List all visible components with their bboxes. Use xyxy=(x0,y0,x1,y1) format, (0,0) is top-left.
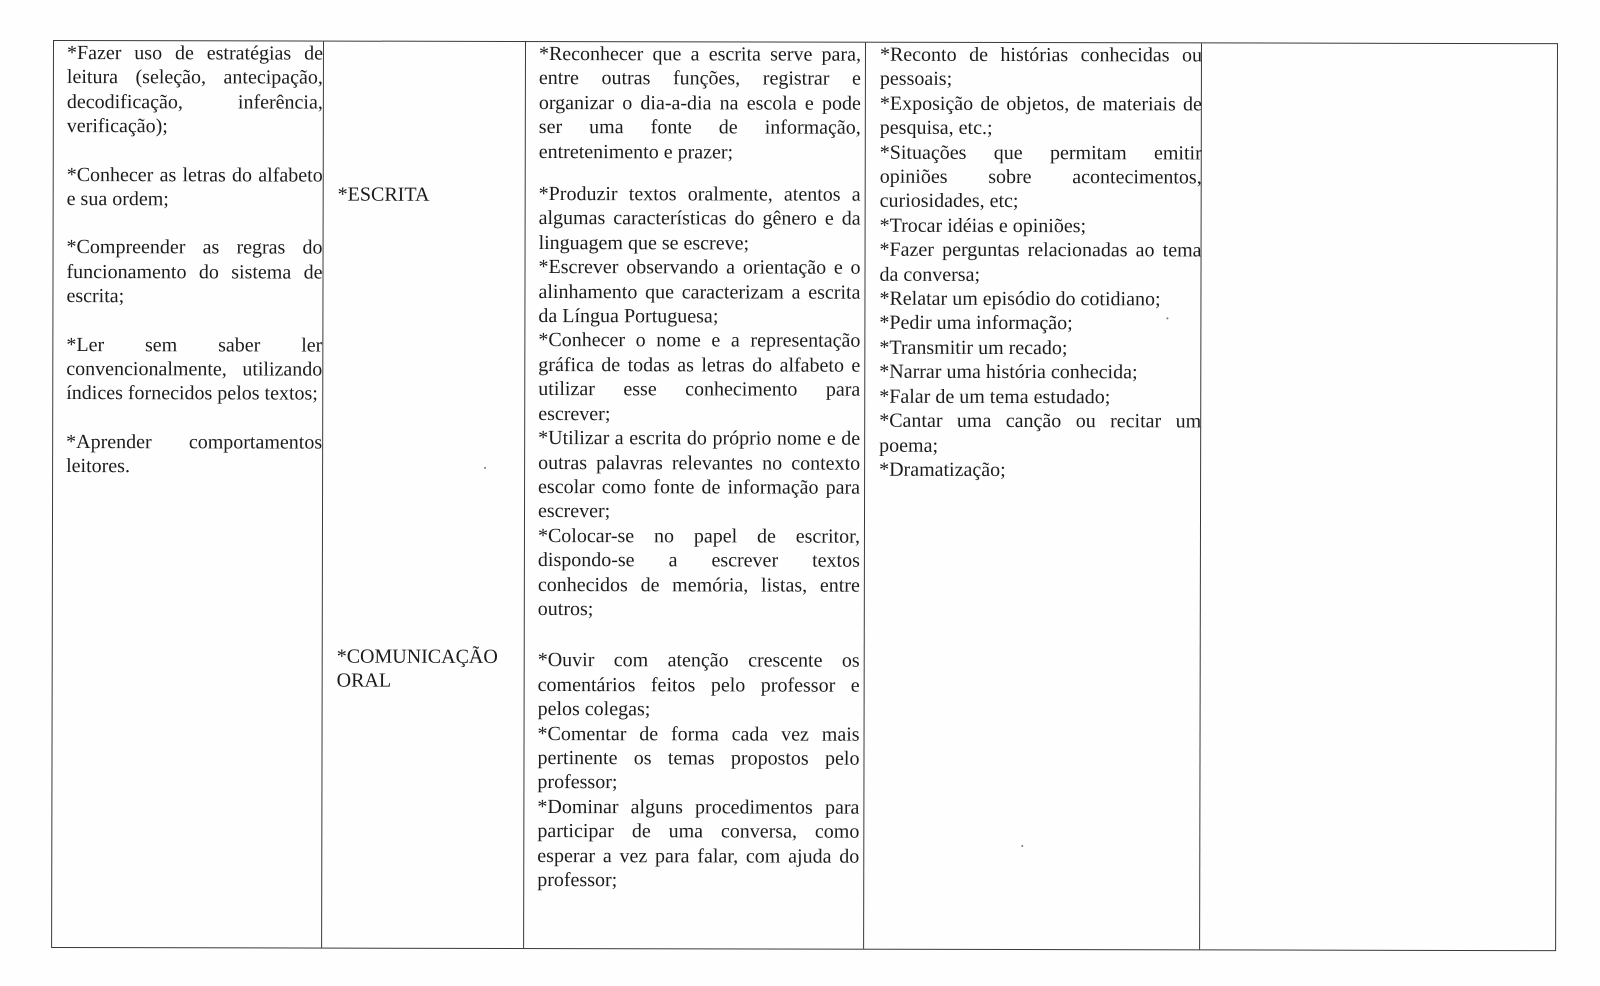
objective-item: *Fazer uso de estratégias de leitura (seleção, antecipação, decodificação, inferência, verificação); xyxy=(66,42,323,138)
topics-cell xyxy=(336,42,518,948)
objective-item: *Compreender as regras do funcionamento do sistema de escrita; xyxy=(66,236,323,308)
objective-item: *Aprender comportamentos leitores. xyxy=(66,430,323,478)
objective-item: *Conhecer as letras do alfabeto e sua ordem; xyxy=(66,163,323,211)
activity-item: *Narrar uma história conhecida; xyxy=(879,361,1138,384)
contents-cell xyxy=(537,42,861,949)
content-item: *Conhecer o nome e a representação gráfica de todas as letras do alfabeto e utilizar esse conhecimento para escrever; xyxy=(538,329,861,425)
evaluation-cell xyxy=(1216,43,1557,950)
activity-item: *Reconto de histórias conhecidas ou pessoais; xyxy=(879,43,1202,91)
activity-item: *Transmitir um recado; xyxy=(879,336,1068,360)
objectives-cell xyxy=(65,41,323,948)
activities-cell xyxy=(878,43,1202,950)
content-item: *Ouvir com atenção crescente os comentários feitos pelo professor e pelos colegas; xyxy=(537,649,860,721)
scan-speck xyxy=(1021,845,1023,847)
activity-item: *Dramatização; xyxy=(879,458,1006,481)
activity-item: *Exposição de objetos, de materiais de pesquisa, etc.; xyxy=(879,92,1202,140)
content-item: *Reconhecer que a escrita serve para, entre outras funções, registrar e organizar o dia-a-dia na escola e pode ser uma fonte de informação, entretenimento e prazer; xyxy=(538,43,861,164)
activity-item: *Pedir uma informação; xyxy=(879,312,1073,335)
content-item: *Dominar alguns procedimentos para participar de uma conversa, como esperar a vez para falar, com ajuda do professor; xyxy=(537,795,860,892)
content-item: *Utilizar a escrita do próprio nome e de outras palavras relevantes no contexto escolar como fonte de informação para escrever; xyxy=(537,427,861,523)
scan-speck xyxy=(1166,317,1168,319)
content-item: *Comentar de forma cada vez mais pertinente os temas propostos pelo professor; xyxy=(537,722,860,794)
objective-item: *Ler sem saber ler convencionalmente, utilizando índices fornecidos pelos textos; xyxy=(66,333,323,406)
activity-item: *Situações que permitam emitir opiniões sobre acontecimentos, curiosidades, etc; xyxy=(879,141,1202,213)
activity-item: *Fazer perguntas relacionadas ao tema da conversa; xyxy=(879,238,1202,286)
scan-speck xyxy=(484,467,486,469)
column-divider xyxy=(523,42,526,948)
topic-escrita: *ESCRITA xyxy=(337,183,430,206)
content-item: *Escrever observando a orientação e o alinhamento que caracterizam a escrita da Língua Portuguesa; xyxy=(538,256,861,328)
content-item: *Produzir textos oralmente, atentos a algumas características do gênero e da linguagem que se escreve; xyxy=(538,183,861,255)
activity-item: *Falar de um tema estudado; xyxy=(879,385,1111,408)
content-item: *Colocar-se no papel de escritor, dispondo-se a escrever textos conhecidos de memória, listas, entre outros; xyxy=(537,524,860,621)
column-divider xyxy=(863,43,866,949)
activity-item: *Cantar uma canção ou recitar um poema; xyxy=(879,409,1202,457)
curriculum-table xyxy=(51,40,1558,951)
activity-item: *Trocar idéias e opiniões; xyxy=(879,214,1087,238)
activity-item: *Relatar um episódio do cotidiano; xyxy=(879,287,1161,311)
topic-comunicacao-oral: *COMUNICAÇÃO ORAL xyxy=(336,645,498,693)
